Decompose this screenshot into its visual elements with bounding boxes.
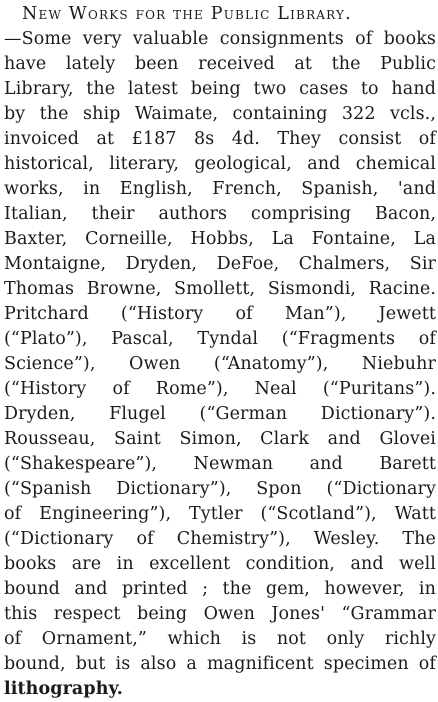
article-line: (“History of Rome”), Neal (“Puritans”). — [4, 379, 436, 399]
article-line: have lately been received at the Public — [4, 54, 436, 74]
article-line: (“Plato”), Pascal, Tyndal (“Fragments of — [4, 329, 436, 349]
newspaper-article — [4, 2, 436, 702]
article-line: this respect being Owen Jones' “Grammar — [4, 604, 436, 624]
article-line: Baxter, Corneille, Hobbs, La Fontaine, La — [4, 229, 436, 249]
article-line: (“Dictionary of Chemistry”), Wesley. The — [4, 529, 436, 549]
article-line: bound, but is also a magnificent specimen of — [4, 654, 436, 674]
article-line: Dryden, Flugel (“German Dictionary”). — [4, 404, 436, 424]
article-line: Montaigne, Dryden, DeFoe, Chalmers, Sir — [4, 254, 436, 274]
article-line: Pritchard (“History of Man”), Jewett — [4, 304, 436, 324]
article-line: historical, literary, geological, and chemical — [4, 154, 436, 174]
article-line: books are in excellent condition, and well — [4, 554, 436, 574]
article-line: (“Spanish Dictionary”), Spon (“Dictionary — [4, 479, 436, 499]
article-line: —Some very valuable consignments of books — [4, 29, 436, 49]
article-line: lithography. — [4, 679, 123, 699]
article-line: invoiced at £187 8s 4d. They consist of — [4, 129, 436, 149]
article-line: works, in English, French, Spanish, 'and — [4, 179, 436, 199]
article-line: Library, the latest being two cases to hand — [4, 79, 436, 99]
article-line: Italian, their authors comprising Bacon, — [4, 204, 436, 224]
article-headline: New Works for the Public Library. — [22, 4, 352, 24]
article-line: Science”), Owen (“Anatomy”), Niebuhr — [4, 354, 436, 374]
article-line: bound and printed ; the gem, however, in — [4, 579, 436, 599]
article-line: of Ornament,” which is not only richly — [4, 629, 436, 649]
article-line: by the ship Waimate, containing 322 vcls., — [4, 104, 436, 124]
article-line: (“Shakespeare”), Newman and Barett — [4, 454, 436, 474]
article-line: Rousseau, Saint Simon, Clark and Glovei — [4, 429, 436, 449]
article-line: Thomas Browne, Smollett, Sismondi, Racine. — [4, 279, 436, 299]
article-line: of Engineering”), Tytler (“Scotland”), Watt — [4, 504, 436, 524]
